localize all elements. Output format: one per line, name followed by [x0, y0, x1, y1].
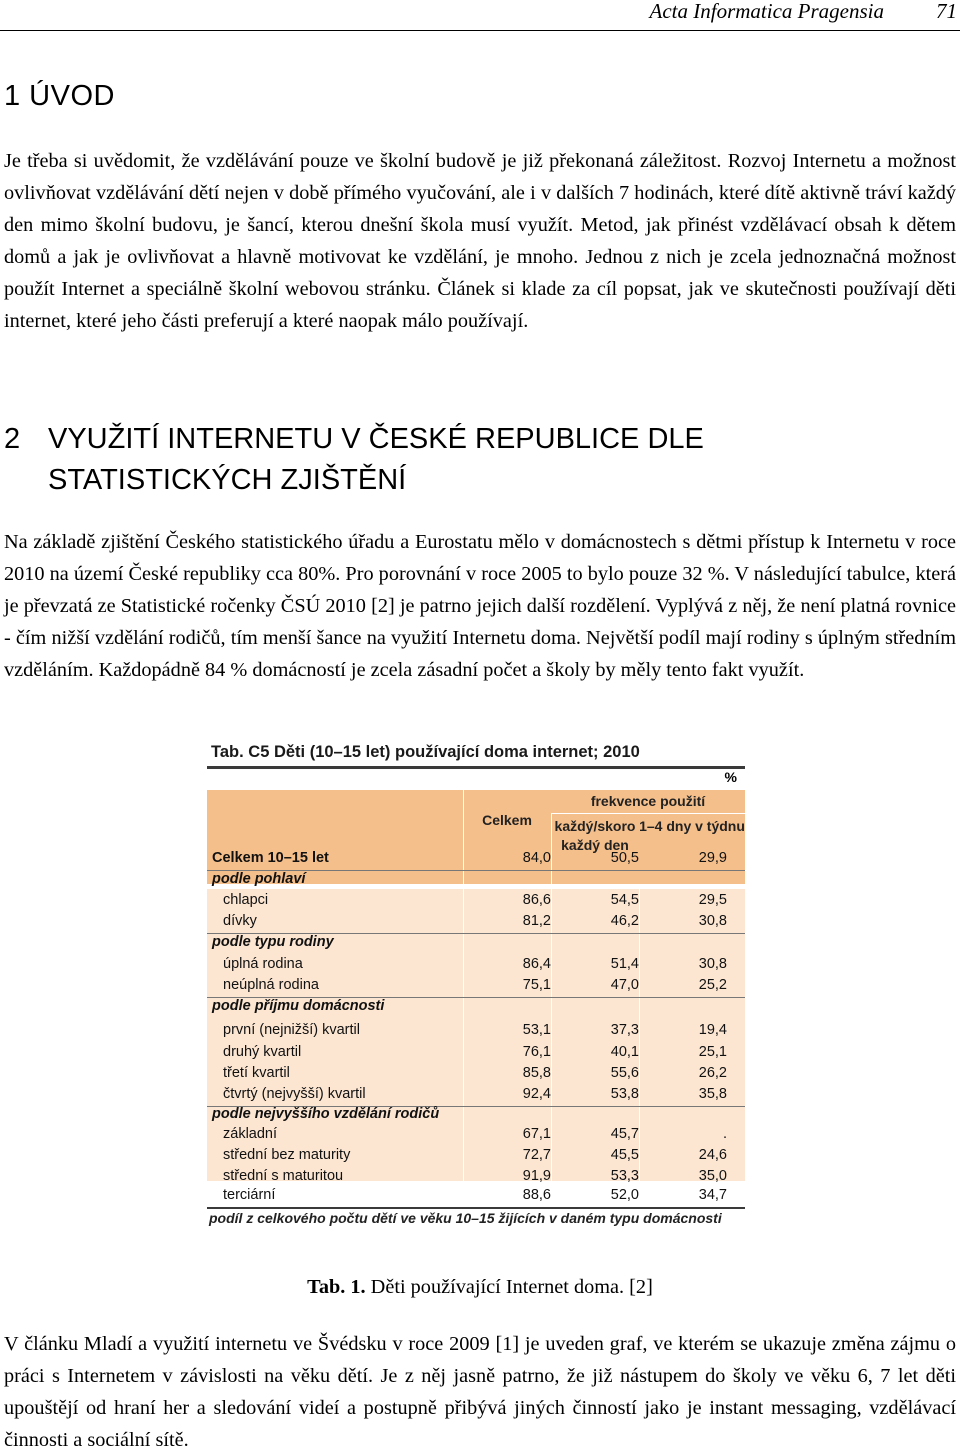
row-label: podle příjmu domácnosti: [212, 998, 385, 1014]
cell-weekly: 25,1: [698, 1044, 727, 1060]
row-label: střední bez maturity: [223, 1147, 351, 1163]
row-label: Celkem 10–15 let: [212, 850, 329, 866]
row-label: čtvrtý (nejvyšší) kvartil: [223, 1086, 366, 1102]
cell-weekly: 24,6: [698, 1147, 727, 1163]
header-divider: [551, 813, 745, 814]
cell-daily: 55,6: [610, 1065, 639, 1081]
cell-celkem: 91,9: [522, 1168, 551, 1184]
cell-celkem: 76,1: [522, 1044, 551, 1060]
header-celkem: Celkem: [482, 812, 532, 828]
row-label: třetí kvartil: [223, 1065, 290, 1081]
table-row: [207, 1043, 745, 1064]
cell-daily: 45,5: [610, 1147, 639, 1163]
row-label: terciární: [223, 1187, 276, 1203]
caption-text: Děti používající Internet doma. [2]: [365, 1276, 653, 1298]
row-label: chlapci: [223, 892, 269, 908]
cell-celkem: 72,7: [522, 1147, 551, 1163]
table-row: [207, 849, 745, 870]
table-unit: %: [724, 769, 737, 785]
header-weekly: 1–4 dny v týdnu: [639, 818, 745, 834]
section-2-heading: [4, 419, 704, 501]
cell-celkem: 86,6: [522, 892, 551, 908]
caption-label: Tab. 1.: [307, 1276, 366, 1298]
header-frequency: frekvence použití: [590, 793, 706, 809]
table-row: [207, 976, 745, 997]
page-number: 71: [936, 0, 957, 23]
table-title: Tab. C5 Děti (10–15 let) používající doma internet; 2010: [211, 743, 640, 761]
table-row: [207, 1085, 745, 1106]
table-row: [207, 870, 745, 891]
row-label: podle nejvyššího vzdělání rodičů: [212, 1106, 440, 1122]
running-header: [0, 0, 960, 31]
cell-weekly: .: [722, 1126, 727, 1142]
table-bottom-rule: [207, 1207, 745, 1209]
section-3-paragraph: V článku Mladí a využití internetu ve Švédsku v roce 2009 [1] je uveden graf, ve kterém se ukazuje změna zájmu o práci s Internetem v závislosti na věku dětí. Je z něj jasně patrno, že již nástupem do školy ve věku 6, 7 let děti upouštějí od hraní her a sledování videí a postupně přibývá jiných činností jako je instant messaging, vzdělávací činnosti a sociální sítě.: [4, 1333, 956, 1451]
table-row: [207, 1167, 745, 1188]
table-row: [207, 1146, 745, 1167]
cell-daily: 40,1: [610, 1044, 639, 1060]
cell-weekly: 26,2: [698, 1065, 727, 1081]
table-row: [207, 912, 745, 933]
table-footnote: podíl z celkového počtu dětí ve věku 10–15 žijících v daném typu domácnosti: [209, 1210, 722, 1226]
cell-celkem: 92,4: [522, 1086, 551, 1102]
row-label: úplná rodina: [223, 956, 303, 972]
table-row: [207, 997, 745, 1018]
row-label: neúplná rodina: [223, 977, 319, 993]
table-row: [207, 1125, 745, 1146]
cell-daily: 52,0: [610, 1187, 639, 1203]
cell-weekly: 35,0: [698, 1168, 727, 1184]
cell-celkem: 53,1: [522, 1022, 551, 1038]
cell-daily: 53,3: [610, 1168, 639, 1184]
row-label: druhý kvartil: [223, 1044, 302, 1060]
cell-weekly: 30,8: [698, 913, 727, 929]
row-label: dívky: [223, 913, 257, 929]
cell-daily: 50,5: [610, 850, 639, 866]
cell-celkem: 81,2: [522, 913, 551, 929]
table-row: [207, 1186, 745, 1207]
cell-celkem: 67,1: [522, 1126, 551, 1142]
cell-celkem: 85,8: [522, 1065, 551, 1081]
cell-weekly: 29,5: [698, 892, 727, 908]
table-row: [207, 933, 745, 954]
cell-celkem: 88,6: [522, 1187, 551, 1203]
cell-weekly: 29,9: [698, 850, 727, 866]
section-2-title-line-1: VYUŽITÍ INTERNETU V ČESKÉ REPUBLICE DLE: [48, 423, 704, 455]
section-2-title-line-2: STATISTICKÝCH ZJIŠTĚNÍ: [48, 464, 407, 496]
cell-daily: 46,2: [610, 913, 639, 929]
table-row: [207, 1064, 745, 1085]
cell-weekly: 25,2: [698, 977, 727, 993]
statistics-table: [195, 741, 755, 1236]
cell-weekly: 19,4: [698, 1022, 727, 1038]
cell-daily: 53,8: [610, 1086, 639, 1102]
journal-name: Acta Informatica Pragensia: [649, 0, 884, 23]
cell-daily: 37,3: [610, 1022, 639, 1038]
cell-daily: 47,0: [610, 977, 639, 993]
cell-weekly: 34,7: [698, 1187, 727, 1203]
table-row: [207, 891, 745, 912]
header-daily: každý/skoro každý den: [554, 818, 636, 853]
row-label: základní: [223, 1126, 278, 1142]
table-row: [207, 955, 745, 976]
table-row: [207, 1021, 745, 1042]
row-label: podle typu rodiny: [212, 934, 334, 950]
cell-daily: 51,4: [610, 956, 639, 972]
cell-weekly: 35,8: [698, 1086, 727, 1102]
section-1-heading: 1 ÚVOD: [4, 80, 115, 112]
section-2-paragraph: Na základě zjištění Českého statistického úřadu a Eurostatu mělo v domácnostech s dětmi přístup k Internetu v roce 2010 na území České republiky cca 80%. Pro porovnání v roce 2005 to bylo pouze 32 %. V následující tabulce, která je převzatá ze Statistické ročenky ČSÚ 2010 [2] je patrno jejich další rozdělení. Vyplývá z něj, že není platná rovnice - čím nižší vzdělání rodičů, tím menší šance na využití Internetu doma. Největší podíl mají rodiny s úplným středním vzděláním. Každopádně 84 % domácností je zcela zásadní počet a školy by měly tento fakt využít.: [4, 531, 956, 681]
section-1-paragraph: Je třeba si uvědomit, že vzdělávání pouze ve školní budově je již překonaná záležitost. Rozvoj Internetu a možnost ovlivňovat vzdělávání dětí nejen v době přímého vyučování, ale i v dalších 7 hodinách, které dítě aktivně tráví každý den mimo školní budovu, je šancí, kterou dnešní škola musí využít. Metod, jak přinést vzdělávací obsah k dětem domů a jak je ovlivňovat a hlavně motivovat ke vzdělání, je mnoho. Jednou z nich je zcela jednoznačná možnost použít Internet a speciálně školní webovou stránku. Článek si klade za cíl popsat, jak ve skutečnosti používají děti internet, které jeho části preferují a které naopak málo používají.: [4, 150, 956, 332]
cell-daily: 45,7: [610, 1126, 639, 1142]
table-row: [207, 1105, 745, 1126]
cell-celkem: 75,1: [522, 977, 551, 993]
row-label: první (nejnižší) kvartil: [223, 1022, 360, 1038]
row-label: střední s maturitou: [223, 1168, 344, 1184]
table-top-rule: [207, 766, 745, 769]
section-2-number: 2: [4, 423, 21, 455]
row-label: podle pohlaví: [212, 871, 306, 887]
table-caption: [0, 1276, 960, 1299]
cell-weekly: 30,8: [698, 956, 727, 972]
cell-celkem: 84,0: [522, 850, 551, 866]
cell-celkem: 86,4: [522, 956, 551, 972]
cell-daily: 54,5: [610, 892, 639, 908]
